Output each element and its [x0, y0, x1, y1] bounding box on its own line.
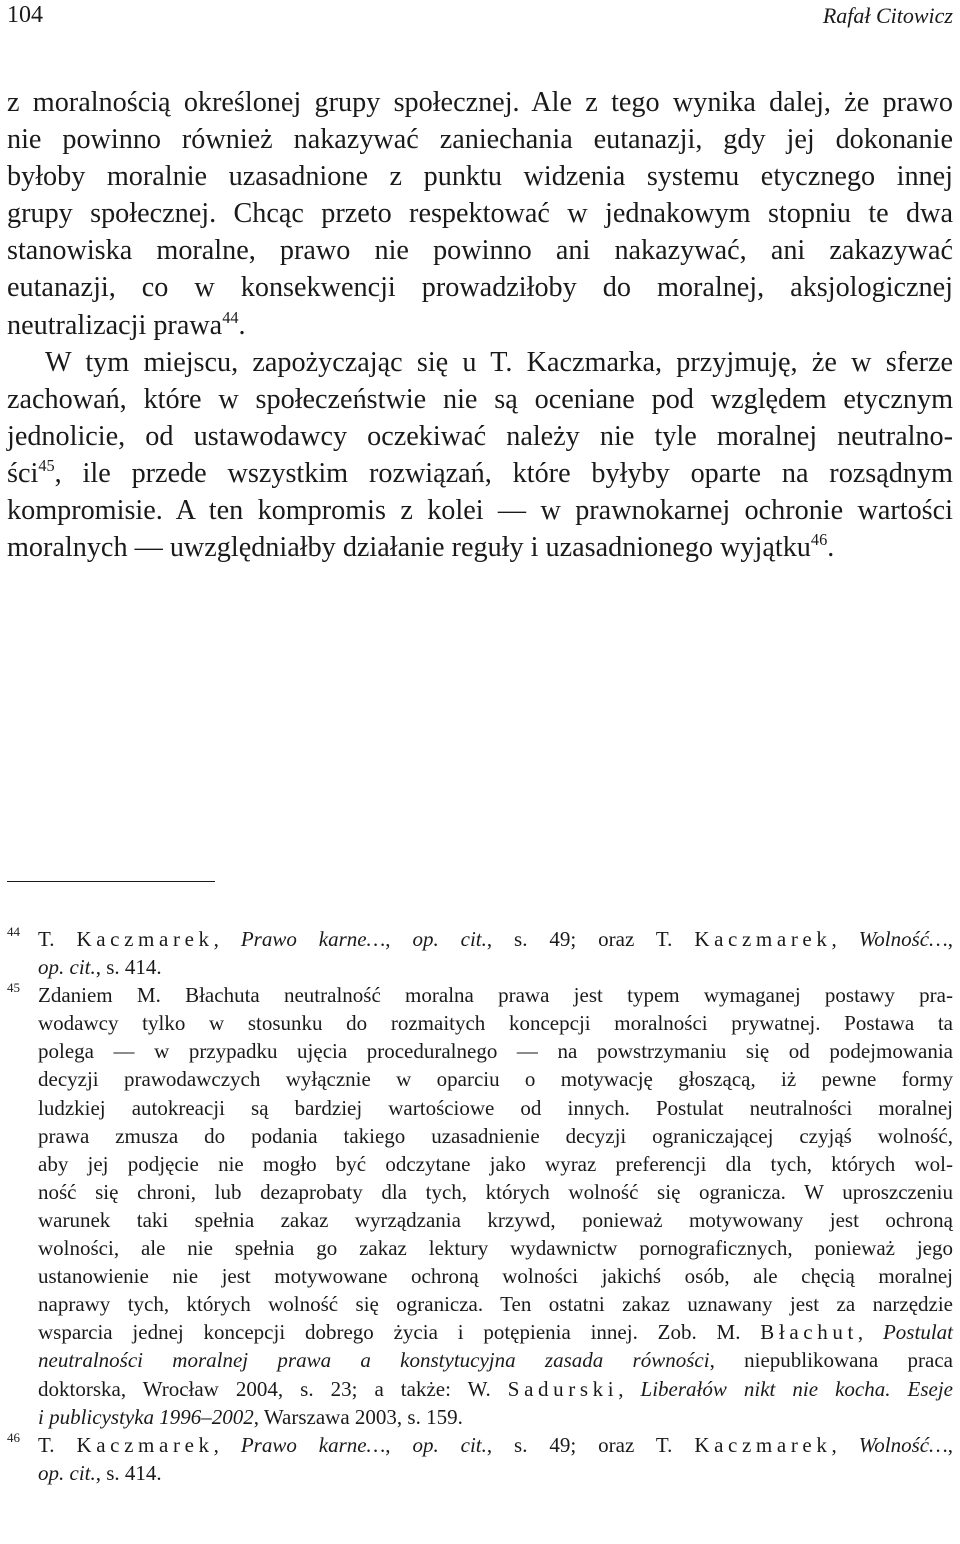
footnote-ref-45[interactable]: 45 — [38, 455, 55, 475]
text-segment: , — [385, 927, 413, 951]
footnote-line: wolności, ale nie spełnia go zakaz lektury wydawnictw pornograficznych, ponieważ jego — [38, 1236, 953, 1261]
footnote-45 — [7, 981, 953, 1431]
work-title: Liberałów nikt nie kocha. Eseje — [640, 1376, 953, 1401]
text-line: nie powinno również nakazywać zaniechania eutanazji, gdy jej dokonanie — [7, 124, 953, 156]
text-segment: , s. 49; oraz T. — [486, 927, 695, 951]
text-segment: , s. 414. — [95, 955, 162, 980]
footnote-line: naprawy tych, których wolność się ogranicza. Ten ostatni zakaz uznawany jest za narzędzie — [38, 1292, 953, 1317]
text-segment: , — [947, 927, 954, 951]
text-segment: doktorska, Wrocław 2004, s. 23; a także: W. — [38, 1376, 508, 1401]
text-segment: , s. 414. — [95, 1460, 162, 1485]
footnote-number: 44 — [7, 924, 20, 939]
work-title: Postulat — [882, 1320, 953, 1345]
footnote-line — [38, 1459, 953, 1487]
footnote-line: ludzkiej autokreacji są bardziej wartościowe od innych. Postulat neutralności moralnej — [38, 1095, 953, 1120]
footnote-46 — [7, 1431, 953, 1487]
text-segment: , s. 49; oraz T. — [486, 1432, 695, 1457]
text-line: jednolicie, od ustawodawcy oczekiwać należy nie tyle moralnej neutralno- — [7, 420, 953, 452]
text-line: byłoby moralnie uzasadnione z punktu widzenia systemu etycznego innej — [7, 161, 953, 193]
work-title: neutralności moralnej prawa a konstytucyjna zasada równości — [38, 1348, 710, 1373]
author-name: Kaczmarek — [694, 927, 832, 951]
text-line — [7, 307, 953, 344]
footnote-line: prawa zmusza do podania takiego uzasadnienie decyzji ograniczającej czyjąś wolność, — [38, 1123, 953, 1148]
footnote-line: wodawcy tylko w stosunku do rozmaitych koncepcji moralności prywatnej. Postawa ta — [38, 1011, 953, 1036]
text-segment: , — [385, 1432, 413, 1457]
text-segment: , — [213, 1432, 241, 1457]
footnote-line: polega — w przypadku ujęcia proceduralnego — na powstrzymaniu się od podejmowania — [38, 1039, 953, 1064]
footnote-separator — [7, 881, 215, 882]
op-cit: op. cit. — [412, 1432, 487, 1457]
op-cit: op. cit. — [38, 955, 96, 980]
text-line — [7, 455, 953, 492]
text-line: kompromisie. A ten kompromis z kolei — w prawnokarnej ochronie wartości — [7, 495, 953, 527]
work-title: Prawo karne… — [240, 1432, 386, 1457]
text-segment: neutralizacji prawa — [7, 309, 223, 341]
author-name: Błachut — [760, 1320, 858, 1345]
text-segment: moralnych — uwzględniałby działanie reguły i uzasadnionego wyjątku — [7, 532, 811, 564]
footnote-number: 46 — [7, 1429, 20, 1445]
text-segment: . — [238, 309, 246, 341]
paragraph — [7, 344, 953, 567]
text-segment: . — [827, 532, 835, 564]
footnote-line — [38, 1346, 953, 1374]
author-name: Kaczmarek — [694, 1432, 832, 1457]
op-cit: op. cit. — [412, 927, 487, 951]
op-cit: op. cit. — [38, 1460, 96, 1485]
text-segment: ści — [7, 457, 39, 489]
text-segment: , — [618, 1376, 641, 1401]
footnote-ref-44[interactable]: 44 — [222, 307, 239, 327]
footnote-line — [38, 1403, 953, 1431]
text-line — [7, 529, 953, 566]
text-segment: , — [213, 927, 241, 951]
text-segment: , — [831, 927, 859, 951]
text-line: stanowiska moralne, prawo nie powinno ani nakazywać, ani zakazywać — [7, 235, 953, 267]
text-segment: T. — [38, 927, 77, 951]
paragraph — [7, 84, 953, 344]
text-line: zachowań, które w społeczeństwie nie są oceniane pod względem etycznym — [7, 383, 953, 415]
body-text — [7, 84, 953, 566]
text-segment: , — [857, 1320, 883, 1345]
footnote-line: ność się chroni, lub dezaprobaty dla tych, których wolność się ogranicza. W uproszczeniu — [38, 1179, 953, 1204]
footnote-line — [38, 925, 953, 953]
footnote-line: warunek taki spełnia zakaz wyrządzania krzywd, ponieważ motywowany jest ochroną — [38, 1207, 953, 1232]
author-name: Sadurski — [507, 1376, 619, 1401]
text-segment: , — [947, 1432, 954, 1457]
footnote-line: aby jej podjęcie nie mogło być odczytane jako wyraz preferencji dla tych, których wol- — [38, 1151, 953, 1176]
work-title: i publicystyka 1996–2002 — [38, 1404, 254, 1429]
footnote-44 — [7, 925, 953, 981]
footnotes — [7, 925, 953, 1487]
footnote-line — [38, 1318, 953, 1346]
footnote-line: decyzji prawodawczych wyłącznie w oparciu o motywację głoszącą, iż pewne formy — [38, 1067, 953, 1092]
footnote-line: ustanowienie nie jest motywowane ochroną wolności jakichś osób, ale chęcią moralnej — [38, 1264, 953, 1289]
footnote-number: 45 — [7, 980, 20, 996]
work-title: Prawo karne… — [240, 927, 386, 951]
text-segment: , ile przede wszystkim rozwiązań, które byłyby oparte na rozsądnym — [54, 457, 953, 489]
footnote-line — [38, 1431, 953, 1459]
text-line: grupy społecznej. Chcąc przeto respektować w jednakowym stopniu te dwa — [7, 198, 953, 230]
author-name: Kaczmarek — [76, 1432, 214, 1457]
footnote-line — [38, 953, 953, 981]
author-name: Kaczmarek — [76, 927, 214, 951]
page-header — [0, 0, 960, 40]
text-segment: , niepublikowana praca — [709, 1348, 954, 1373]
running-head-author: Rafał Citowicz — [822, 3, 953, 28]
text-segment: wsparcia jednej koncepcji dobrego życia i potępienia innej. Zob. M. — [38, 1320, 761, 1345]
text-segment: T. — [38, 1432, 77, 1457]
footnote-ref-46[interactable]: 46 — [810, 530, 828, 550]
text-line: z moralnością określonej grupy społecznej. Ale z tego wynika dalej, że prawo — [7, 87, 953, 118]
footnote-line: Zdaniem M. Błachuta neutralność moralna prawa jest typem wymaganej postawy pra- — [38, 983, 953, 1008]
work-title: Wolność… — [858, 1432, 948, 1457]
text-segment: , Warszawa 2003, s. 159. — [253, 1404, 463, 1429]
text-line: W tym miejscu, zapożyczając się u T. Kaczmarka, przyjmuję, że w sferze — [45, 346, 953, 378]
page-number: 104 — [7, 2, 43, 28]
footnote-line — [38, 1375, 953, 1403]
text-segment: , — [831, 1432, 859, 1457]
work-title: Wolność… — [858, 927, 948, 951]
text-line: eutanazji, co w konsekwencji prowadziłoby do moralnej, aksjologicznej — [7, 272, 953, 304]
